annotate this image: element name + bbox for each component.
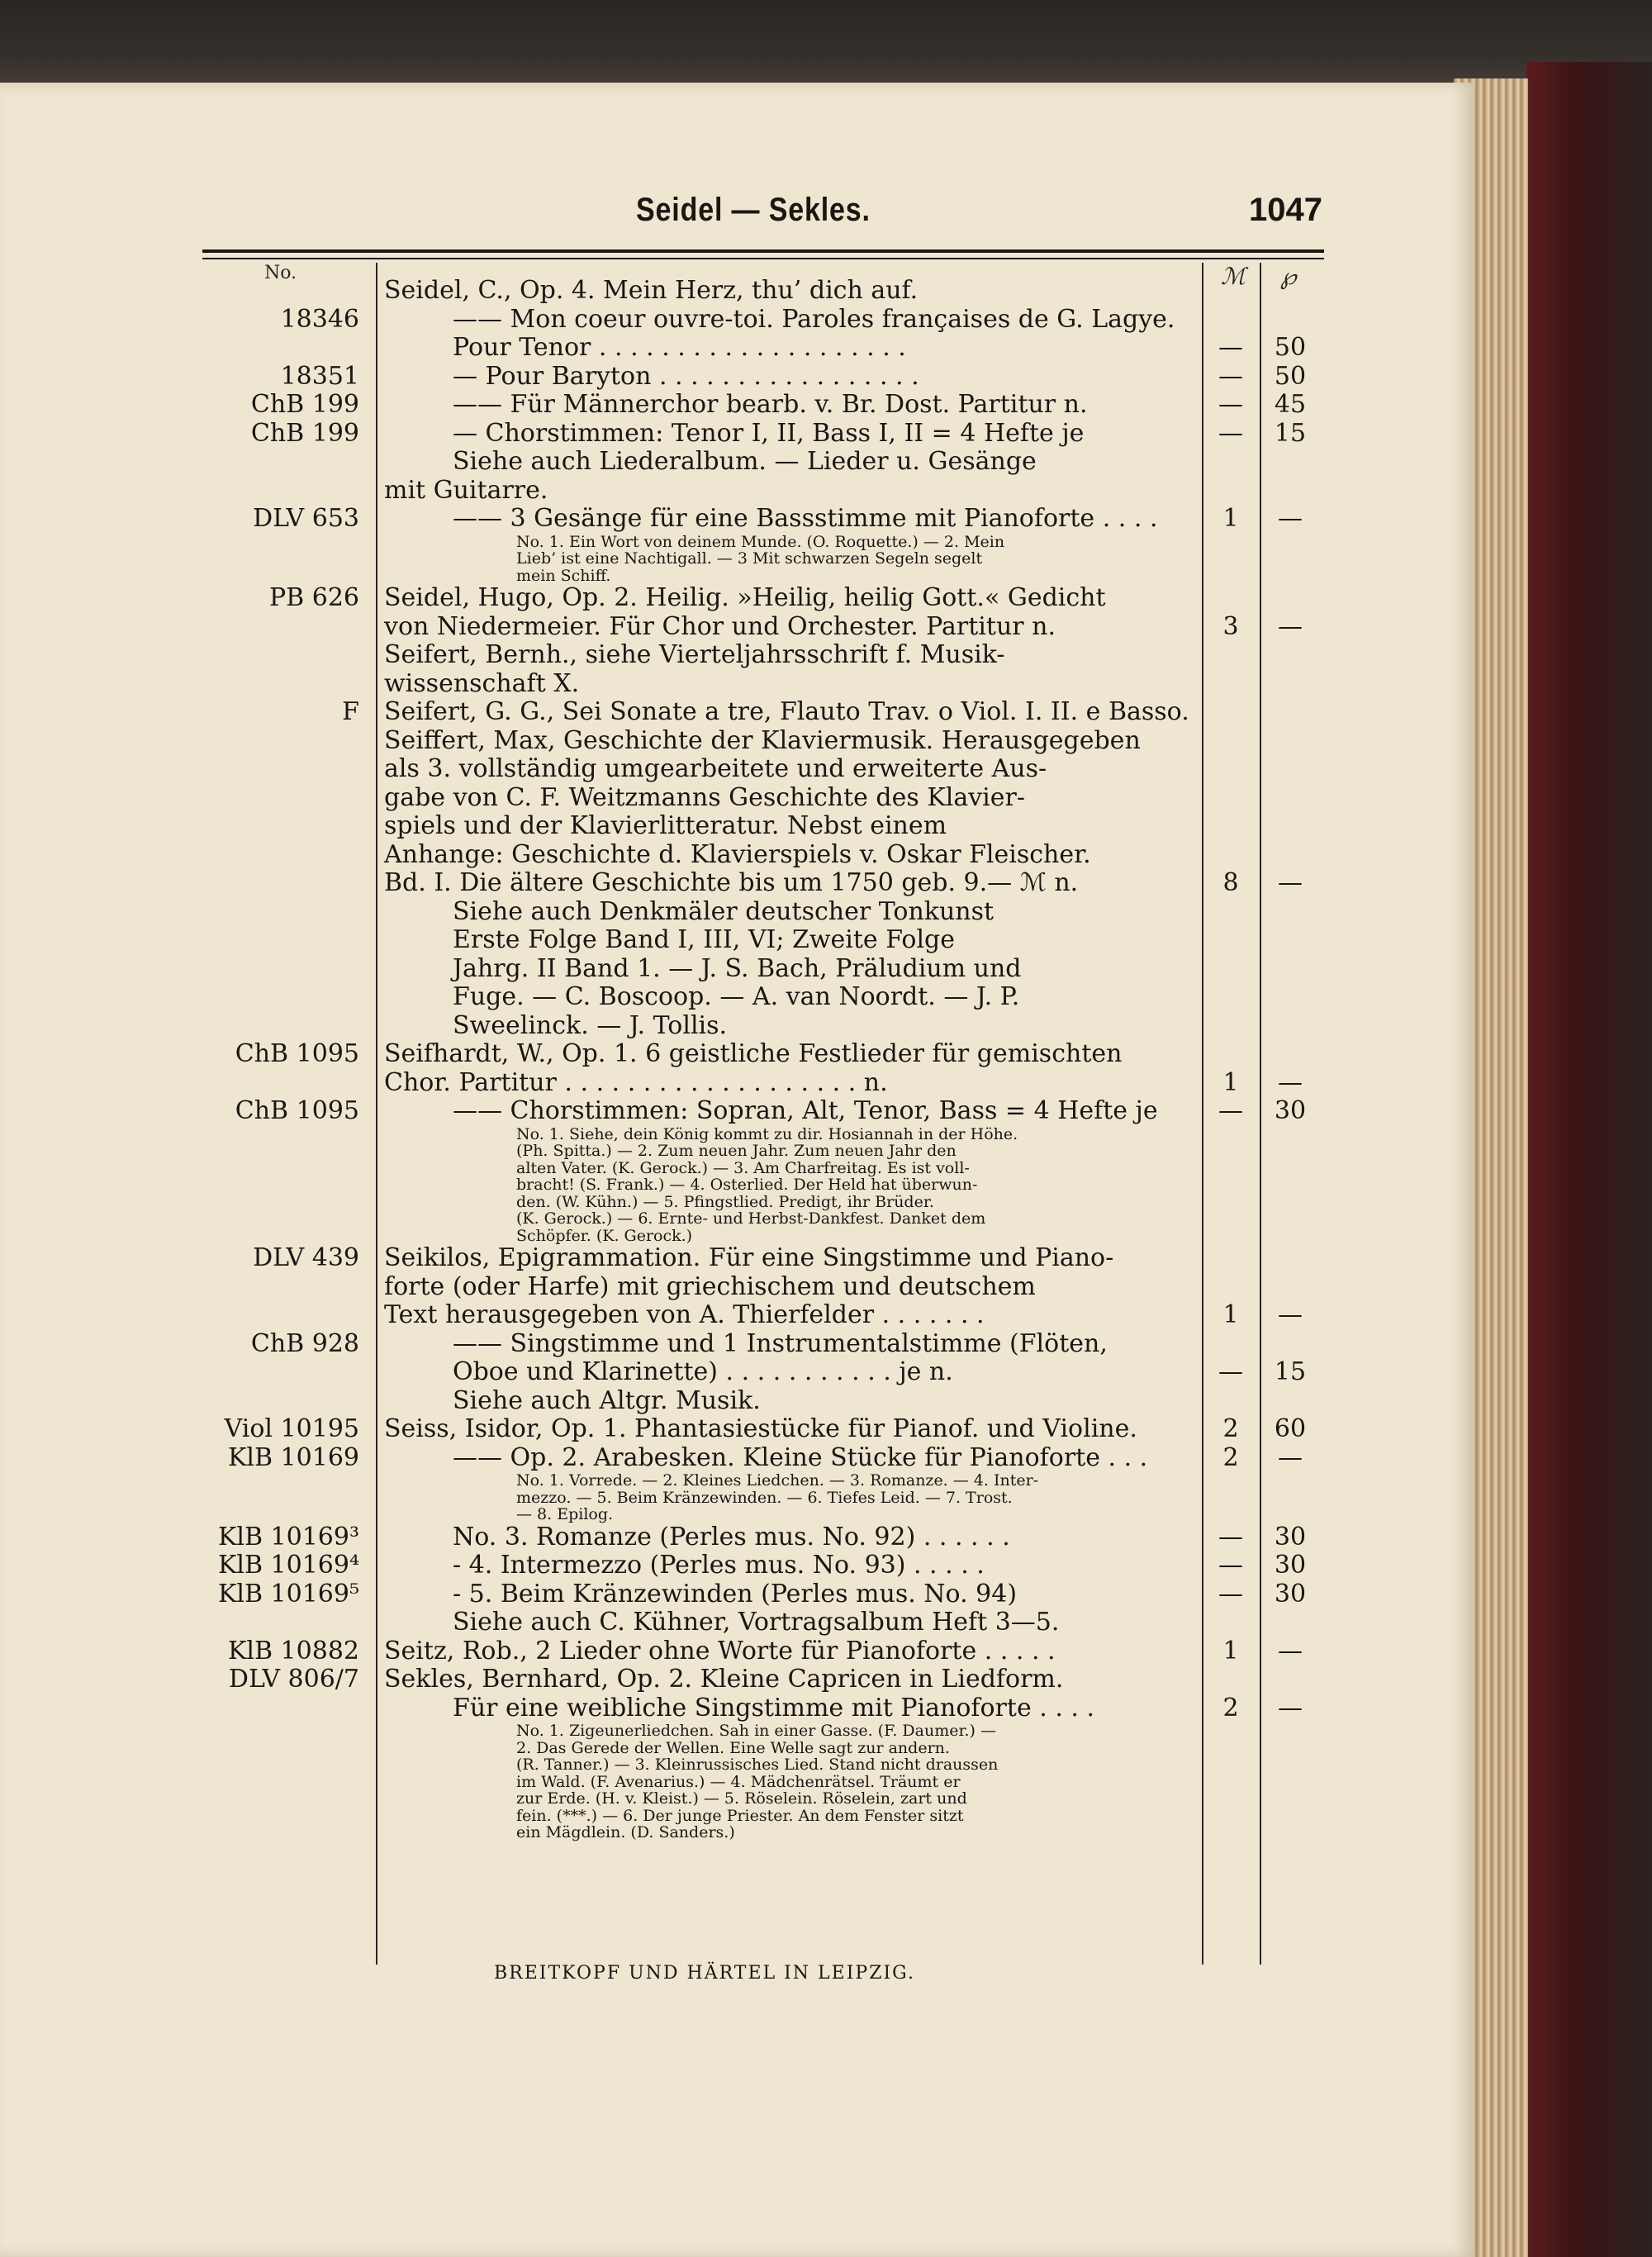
catalog-line — [0, 448, 1322, 476]
publisher-footer: BREITKOPF UND HÄRTEL IN LEIPZIG. — [494, 1963, 915, 1984]
catalog-line — [0, 1012, 1322, 1040]
price-mark: 1 — [1222, 1300, 1239, 1329]
price-mark: — — [1218, 361, 1243, 391]
catalog-line — [0, 363, 1322, 391]
contents-note: — 8. Epilog. — [516, 1505, 614, 1523]
entry-text: Fuge. — C. Boscoop. — A. van Noordt. — J. P. — [453, 982, 1020, 1011]
catalog-line — [0, 584, 1322, 612]
catalog-line — [0, 1551, 1322, 1580]
entry-text: Seifert, Bernh., siehe Vierteljahrsschrift f. Musik- — [384, 640, 1005, 669]
catalog-line — [0, 1808, 1322, 1824]
price-mark: — — [1218, 333, 1243, 362]
contents-note: fein. (***.) — 6. Der junge Priester. An dem Fenster sitzt — [516, 1806, 964, 1825]
catalog-line — [0, 1665, 1322, 1694]
price-pfennig: 15 — [1274, 418, 1307, 448]
entry-text: Für eine weibliche Singstimme mit Pianoforte . . . . — [453, 1693, 1094, 1722]
catalog-line — [0, 1444, 1322, 1472]
catalog-line — [0, 505, 1322, 533]
catalog-number: PB 626 — [268, 583, 359, 612]
price-pfennig: 30 — [1274, 1579, 1307, 1608]
catalog-line — [0, 1194, 1322, 1210]
entry-text: Oboe und Klarinette) . . . . . . . . . . . je n. — [453, 1357, 953, 1386]
catalog-number: KlB 10169⁵ — [217, 1579, 359, 1608]
price-mark: — — [1218, 1579, 1243, 1608]
catalog-line — [0, 784, 1322, 812]
catalog-line — [0, 1097, 1322, 1125]
entry-text: mit Guitarre. — [384, 475, 548, 505]
entry-text: —— Für Männerchor bearb. v. Br. Dost. Partitur n. — [453, 390, 1088, 419]
entry-text: von Niedermeier. Für Chor und Orchester. Partitur n. — [384, 611, 1056, 641]
catalog-line — [0, 1273, 1322, 1301]
contents-note: Lieb’ ist eine Nachtigall. — 3 Mit schwarzen Segeln segelt — [516, 549, 983, 568]
entry-text: —— Op. 2. Arabesken. Kleine Stücke für Pianoforte . . . — [453, 1442, 1148, 1472]
contents-note: No. 1. Zigeunerliedchen. Sah in einer Gasse. (F. Daumer.) — — [516, 1722, 996, 1740]
catalog-line — [0, 1722, 1322, 1739]
price-pfennig: — — [1278, 1636, 1303, 1665]
price-pfennig: — — [1278, 1067, 1303, 1097]
contents-note: (R. Tanner.) — 3. Kleinrussisches Lied. Stand nicht draussen — [516, 1756, 999, 1774]
price-pfennig: 30 — [1274, 1522, 1307, 1551]
catalog-line — [0, 898, 1322, 926]
contents-note: bracht! (S. Frank.) — 4. Osterlied. Der Held hat überwun- — [516, 1176, 978, 1194]
catalog-number: KlB 10169³ — [217, 1522, 359, 1551]
entry-text: Pour Tenor . . . . . . . . . . . . . . . . . . . . — [453, 333, 906, 362]
catalog-line — [0, 1330, 1322, 1358]
price-pfennig: 45 — [1274, 390, 1307, 419]
price-pfennig: — — [1278, 611, 1303, 641]
entry-text: wissenschaft X. — [384, 668, 580, 698]
entry-text: —— 3 Gesänge für eine Bassstimme mit Pianoforte . . . . — [453, 504, 1158, 533]
column-header-pfennig: ℘ — [1280, 263, 1297, 290]
price-mark: 3 — [1222, 611, 1239, 641]
price-pfennig: 50 — [1274, 361, 1307, 391]
catalog-line — [0, 1040, 1322, 1068]
price-pfennig: — — [1278, 868, 1303, 897]
catalog-line — [0, 1472, 1322, 1489]
catalog-number: DLV 439 — [253, 1243, 359, 1272]
catalog-number: ChB 928 — [250, 1328, 359, 1358]
price-pfennig: 15 — [1274, 1357, 1307, 1386]
catalog-number: ChB 1095 — [235, 1039, 359, 1068]
contents-note: im Wald. (F. Avenarius.) — 4. Mädchenrätsel. Träumt er — [516, 1772, 961, 1791]
entry-text: Seifert, G. G., Sei Sonate a tre, Flauto Trav. o Viol. I. II. e Basso. — [384, 697, 1189, 726]
book-top-edge — [0, 0, 1652, 95]
catalog-line — [0, 568, 1322, 584]
page-title: Seidel — Sekles. — [636, 192, 871, 228]
catalog-line — [0, 1387, 1322, 1415]
catalog-line — [0, 1210, 1322, 1227]
entry-text: Anhange: Geschichte d. Klavierspiels v. Oskar Fleischer. — [384, 839, 1091, 869]
contents-note: den. (W. Kühn.) — 5. Pfingstlied. Predigt, ihr Brüder. — [516, 1192, 934, 1211]
entry-text: Jahrg. II Band 1. — J. S. Bach, Präludium und — [453, 953, 1022, 983]
catalog-line — [0, 1126, 1322, 1143]
catalog-line — [0, 755, 1322, 783]
catalog-line — [0, 1774, 1322, 1790]
entry-text: —— Chorstimmen: Sopran, Alt, Tenor, Bass = 4 Hefte je — [453, 1096, 1158, 1125]
book-cover-edge — [1526, 62, 1652, 2257]
entry-text: Siehe auch C. Kühner, Vortragsalbum Heft 3—5. — [453, 1608, 1060, 1637]
price-mark: — — [1218, 1096, 1243, 1125]
price-mark: — — [1218, 390, 1243, 419]
running-head — [0, 192, 1322, 241]
price-pfennig: 30 — [1274, 1096, 1307, 1125]
catalog-line — [0, 534, 1322, 550]
entry-text: Sekles, Bernhard, Op. 2. Kleine Capricen in Liedform. — [384, 1665, 1064, 1694]
price-mark: 2 — [1222, 1414, 1239, 1443]
catalog-line — [0, 926, 1322, 954]
catalog-line — [0, 1069, 1322, 1097]
entry-text: —— Singstimme und 1 Instrumentalstimme (Flöten, — [453, 1328, 1108, 1358]
entry-text: - 4. Intermezzo (Perles mus. No. 93) . . . . . — [453, 1551, 985, 1580]
catalog-line — [0, 1523, 1322, 1551]
entry-text: forte (oder Harfe) mit griechischem und deutschem — [384, 1271, 1036, 1301]
catalog-line — [0, 1358, 1322, 1386]
catalog-line — [0, 1756, 1322, 1773]
catalog-line — [0, 869, 1322, 897]
entry-text: als 3. vollständig umgearbeitete und erweiterte Aus- — [384, 754, 1047, 783]
catalog-line — [0, 1694, 1322, 1722]
catalog-number: Viol 10195 — [224, 1414, 359, 1443]
catalog-number: F — [342, 697, 359, 726]
contents-note: ein Mägdlein. (D. Sanders.) — [516, 1823, 735, 1841]
contents-note: Schöpfer. (K. Gerock.) — [516, 1226, 693, 1245]
column-header-number: No. — [264, 263, 297, 283]
price-mark: — — [1218, 418, 1243, 448]
contents-note: No. 1. Siehe, dein König kommt zu dir. Hosiannah in der Höhe. — [516, 1124, 1018, 1143]
catalog-number: ChB 1095 — [235, 1096, 359, 1125]
catalog-line — [0, 1580, 1322, 1608]
price-pfennig: — — [1278, 504, 1303, 533]
entry-text: Seiffert, Max, Geschichte der Klaviermusik. Herausgegeben — [384, 725, 1141, 755]
entry-text: Siehe auch Denkmäler deutscher Tonkunst — [453, 896, 995, 926]
column-header-mark: ℳ — [1221, 263, 1246, 290]
entry-text: Seikilos, Epigrammation. Für eine Singstimme und Piano- — [384, 1243, 1114, 1272]
catalog-line — [0, 1740, 1322, 1756]
catalog-number: ChB 199 — [250, 418, 359, 448]
catalog-line — [0, 391, 1322, 419]
contents-note: mezzo. — 5. Beim Kränzewinden. — 6. Tiefes Leid. — 7. Trost. — [516, 1488, 1013, 1507]
price-pfennig: 30 — [1274, 1551, 1307, 1580]
catalog-number: KlB 10169⁴ — [217, 1551, 359, 1580]
catalog-line — [0, 641, 1322, 669]
entry-text: Seiss, Isidor, Op. 1. Phantasiestücke für Pianof. und Violine. — [384, 1414, 1137, 1443]
catalog-line — [0, 1415, 1322, 1443]
contents-note: 2. Das Gerede der Wellen. Eine Welle sagt zur andern. — [516, 1738, 950, 1757]
contents-note: mein Schiff. — [516, 566, 611, 585]
entry-text: —— Mon coeur ouvre-toi. Paroles françaises de G. Lagye. — [453, 304, 1175, 334]
catalog-line — [0, 420, 1322, 448]
catalog-line — [0, 1490, 1322, 1506]
contents-note: No. 1. Ein Wort von deinem Munde. (O. Roquette.) — 2. Mein — [516, 532, 1005, 551]
entry-text: spiels und der Klavierlitteratur. Nebst einem — [384, 811, 947, 840]
entry-text: Bd. I. Die ältere Geschichte bis um 1750 geb. 9.— ℳ n. — [384, 868, 1079, 897]
entry-text: Text herausgegeben von A. Thierfelder . . . . . . . — [384, 1300, 985, 1329]
catalog-line — [0, 477, 1322, 505]
entry-text: gabe von C. F. Weitzmanns Geschichte des Klavier- — [384, 782, 1025, 812]
price-mark: 2 — [1222, 1442, 1239, 1472]
contents-note: zur Erde. (H. v. Kleist.) — 5. Röselein. Röselein, zart und — [516, 1789, 967, 1808]
price-mark: 2 — [1222, 1693, 1239, 1722]
catalog-line — [0, 727, 1322, 755]
catalog-line — [0, 1608, 1322, 1637]
catalog-line — [0, 1244, 1322, 1272]
catalog-line — [0, 955, 1322, 983]
entry-text: Seifhardt, W., Op. 1. 6 geistliche Festlieder für gemischten — [384, 1039, 1123, 1068]
catalog-line — [0, 1143, 1322, 1159]
price-mark: 1 — [1222, 1067, 1239, 1097]
catalog-line — [0, 812, 1322, 840]
catalog-line — [0, 983, 1322, 1011]
price-mark: — — [1218, 1357, 1243, 1386]
contents-note: alten Vater. (K. Gerock.) — 3. Am Charfreitag. Es ist voll- — [516, 1158, 970, 1177]
catalog-number: DLV 653 — [253, 504, 359, 533]
catalog-line — [0, 1506, 1322, 1523]
price-mark: — — [1218, 1551, 1243, 1580]
entry-text: Seidel, Hugo, Op. 2. Heilig. »Heilig, heilig Gott.« Gedicht — [384, 583, 1106, 612]
entry-text: Chor. Partitur . . . . . . . . . . . . . . . . . . . n. — [384, 1067, 888, 1097]
entry-text: Sweelinck. — J. Tollis. — [453, 1010, 728, 1040]
entry-text: - 5. Beim Kränzewinden (Perles mus. No. 94) — [453, 1579, 1018, 1608]
catalog-line — [0, 277, 1322, 305]
price-mark: 1 — [1222, 1636, 1239, 1665]
price-pfennig: — — [1278, 1300, 1303, 1329]
price-pfennig: — — [1278, 1442, 1303, 1472]
catalog-line — [0, 613, 1322, 641]
entry-text: Siehe auch Liederalbum. — Lieder u. Gesänge — [453, 447, 1037, 476]
page-number: 1047 — [1249, 192, 1322, 228]
entry-text: Seitz, Rob., 2 Lieder ohne Worte für Pianoforte . . . . . — [384, 1636, 1056, 1665]
catalog-line — [0, 1176, 1322, 1193]
contents-note: (Ph. Spitta.) — 2. Zum neuen Jahr. Zum neuen Jahr den — [516, 1142, 957, 1160]
catalog-line — [0, 1824, 1322, 1841]
header-rule-thin — [202, 258, 1324, 259]
contents-note: (K. Gerock.) — 6. Ernte- und Herbst-Dankfest. Danket dem — [516, 1209, 986, 1228]
catalog-line — [0, 698, 1322, 726]
entry-text: Siehe auch Altgr. Musik. — [453, 1385, 761, 1415]
catalog-line — [0, 1637, 1322, 1665]
catalog-number: ChB 199 — [250, 390, 359, 419]
price-mark: 8 — [1222, 868, 1239, 897]
catalog-line — [0, 841, 1322, 869]
catalog-line — [0, 1301, 1322, 1329]
catalog-number: KlB 10882 — [227, 1636, 359, 1665]
price-pfennig: — — [1278, 1693, 1303, 1722]
entry-text: — Pour Baryton . . . . . . . . . . . . . . . . . — [453, 361, 919, 391]
catalog-line — [0, 1790, 1322, 1807]
entry-text: Seidel, C., Op. 4. Mein Herz, thu’ dich auf. — [384, 276, 919, 305]
price-mark: — — [1218, 1522, 1243, 1551]
price-pfennig: 50 — [1274, 333, 1307, 362]
header-rule-thick — [202, 249, 1324, 253]
entry-text: — Chorstimmen: Tenor I, II, Bass I, II = 4 Hefte je — [453, 418, 1085, 448]
catalog-line — [0, 1160, 1322, 1176]
entry-text: No. 3. Romanze (Perles mus. No. 92) . . . . . . — [453, 1522, 1010, 1551]
price-mark: 1 — [1222, 504, 1239, 533]
catalog-number: 18351 — [280, 361, 359, 391]
catalog-number: DLV 806/7 — [228, 1665, 359, 1694]
catalog-line — [0, 550, 1322, 567]
catalog-line — [0, 306, 1322, 334]
catalog-line — [0, 334, 1322, 362]
contents-note: No. 1. Vorrede. — 2. Kleines Liedchen. — 3. Romanze. — 4. Inter- — [516, 1471, 1039, 1490]
catalog-line — [0, 1228, 1322, 1244]
catalog-number: 18346 — [280, 304, 359, 334]
entry-text: Erste Folge Band I, III, VI; Zweite Folge — [453, 925, 956, 954]
price-pfennig: 60 — [1274, 1414, 1307, 1443]
catalog-number: KlB 10169 — [227, 1442, 359, 1472]
catalog-line — [0, 670, 1322, 698]
